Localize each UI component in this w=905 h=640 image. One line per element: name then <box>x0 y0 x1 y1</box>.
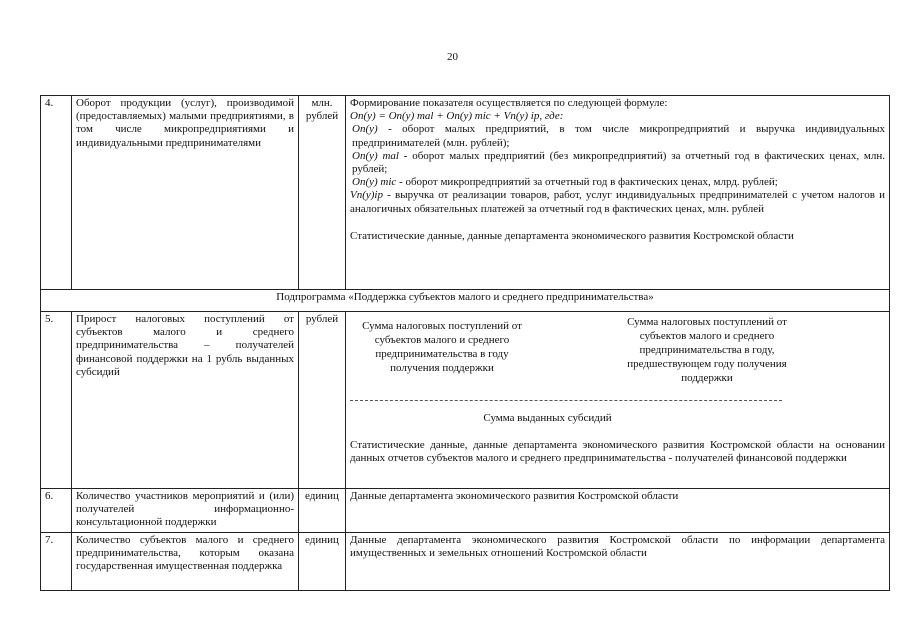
data-source: Статистические данные, данные департамента экономического развития Костромской области <box>350 229 794 242</box>
row-number: 4. <box>41 96 72 290</box>
indicator-name: Оборот продукции (услуг), производимой (предоставляемых) малыми предприятиями, в том числе микропредприятиями и индивидуальными предпринимателями <box>72 96 299 290</box>
calculation-method <box>346 312 890 489</box>
calculation-method: Данные департамента экономического развития Костромской области <box>346 489 890 533</box>
definition-item <box>350 123 885 149</box>
unit-cell: млн. рублей <box>299 96 346 290</box>
definition-text: - оборот микропредприятий за отчетный год в фактических ценах, млрд. рублей; <box>396 176 778 189</box>
definition-term: On(y) mic <box>352 176 397 189</box>
method-intro: Формирование показателя осуществляется по следующей формуле: <box>350 97 668 109</box>
row-number: 6. <box>41 489 72 533</box>
row-number: 5. <box>41 312 72 489</box>
definition-term: On(y) mal <box>352 149 399 162</box>
indicator-name: Количество субъектов малого и среднего предпринимательства, которым оказана государственная имущественная поддержка <box>72 533 299 591</box>
indicators-table <box>40 95 890 591</box>
definition-text: - выручка от реализации товаров, работ, услуг индивидуальных предпринимателей с учетом налогов и аналогичных обязательных платежей за отчетный год в фактических ценах, млн. рублей <box>350 189 885 215</box>
definition-term: On(y) <box>352 123 378 136</box>
table-row <box>41 489 890 533</box>
calculation-method <box>346 96 890 290</box>
denominator: Сумма выданных субсидий <box>483 412 612 424</box>
table-row <box>41 533 890 591</box>
fraction-formula <box>350 313 885 408</box>
unit-cell: единиц <box>299 489 346 533</box>
data-source: Статистические данные, данные департамента экономического развития Костромской области на основании данных отчетов субъектов малого и среднего предпринимательства - получателей финансовой поддержки <box>350 439 885 465</box>
unit-cell: рублей <box>299 312 346 489</box>
row-number: 7. <box>41 533 72 591</box>
definition-item <box>350 189 885 215</box>
definition-item <box>350 176 885 189</box>
definition-text: - оборот малых предприятий, в том числе микропредприятий и выручка индивидуальных предпринимателей (млн. рублей); <box>352 123 885 149</box>
formula: On(y) = On(y) mal + On(y) mic + Vn(y) ip, где: <box>350 110 564 123</box>
indicator-name: Количество участников мероприятий и (или) получателей информационно-консультационной поддержки <box>72 489 299 533</box>
table-row <box>41 312 890 489</box>
subprogram-header: Подпрограмма «Поддержка субъектов малого и среднего предпринимательства» <box>41 290 890 312</box>
table-row <box>41 290 890 312</box>
table-row <box>41 96 890 290</box>
numerator-term: Сумма налоговых поступлений от субъектов малого и среднего предпринимательства в году, предшествующем году получения поддержки <box>627 316 787 384</box>
definition-item <box>350 150 885 176</box>
fraction-line <box>350 400 782 401</box>
definition-text: - оборот малых предприятий (без микропредприятий) за отчетный год в фактических ценах, млн. рублей; <box>352 149 886 176</box>
page-number: 20 <box>447 51 458 63</box>
unit-cell: единиц <box>299 533 346 591</box>
definition-term: Vn(y)ip <box>350 189 383 202</box>
numerator-term: Сумма налоговых поступлений от субъектов малого и среднего предпринимательства в году получения поддержки <box>362 320 522 374</box>
indicator-name: Прирост налоговых поступлений от субъектов малого и среднего предпринимательства – получателей финансовой поддержки на 1 рубль выданных субсидий <box>72 312 299 489</box>
calculation-method: Данные департамента экономического развития Костромской области по информации департамента имущественных и земельных отношений Костромской области <box>346 533 890 591</box>
